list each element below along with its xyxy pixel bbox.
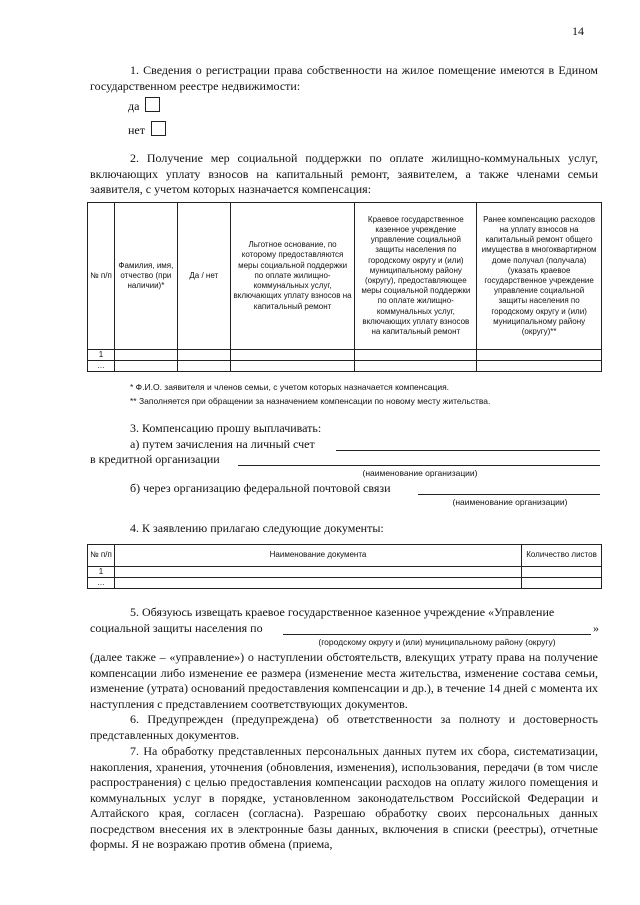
cell[interactable] [522, 578, 602, 589]
cell[interactable] [355, 350, 477, 361]
cell[interactable] [114, 578, 521, 589]
footnote-1: * Ф.И.О. заявителя и членов семьи, с учетом которых назначается компенсация. [130, 382, 450, 392]
col-agency: Краевое государственное казенное учреждение управление социальной защиты населения по городскому округу и (или) муниципальному району (округу), предоставляющее меры социальной поддержки по оплате жилищно-коммунальных услуг, включающих уплату взносов на капитальный ремонт [355, 203, 477, 350]
cell[interactable] [522, 567, 602, 578]
section-3-title: 3. Компенсацию прошу выплачивать: [130, 421, 322, 435]
credit-org-caption: (наименование организации) [362, 468, 478, 478]
benefits-table-header [88, 203, 602, 350]
section-1-text: 1. Сведения о регистрации права собственности на жилое помещение имеются в Едином государственном реестре недвижимости: [90, 63, 598, 93]
section-5-line-2-suffix: » [593, 621, 599, 635]
no-checkbox[interactable] [151, 121, 166, 136]
col-number: № п/п [88, 203, 115, 350]
cell[interactable] [114, 567, 521, 578]
section-6-text: 6. Предупрежден (предупреждена) об ответственности за полноту и достоверность представленных документов. [90, 712, 598, 742]
section-5-body: (далее также – «управление») о наступлении обстоятельств, влекущих утрату права на получение компенсации либо изменение ее размера (изменение места жительства, изменение состава семьи, изменение (утрата) оснований предоставления компенсации и др.), в течение 14 дней с момента их наступления с представлением соответствующих документов. [90, 650, 598, 711]
col-document-name: Наименование документа [114, 545, 521, 567]
table-row [88, 578, 602, 589]
page-number: 14 [572, 24, 584, 38]
table-row [88, 567, 602, 578]
benefits-table [87, 202, 602, 372]
option-no-label: нет [128, 123, 145, 137]
cell[interactable] [355, 361, 477, 372]
credit-org-field[interactable] [238, 465, 600, 466]
section-5-line-2-prefix: социальной защиты населения по [90, 621, 263, 635]
col-basis: Льготное основание, по которому предоставляются меры социальной поддержки по оплате жилищно-коммунальных услуг, включающих уплату взносов на капитальный ремонт [230, 203, 355, 350]
section-2-text: 2. Получение мер социальной поддержки по оплате жилищно-коммунальных услуг, включающих уплату взносов на капитальный ремонт, заявителем, а также членами семьи заявителя, с учетом которых назначается компенсация: [90, 151, 598, 196]
cell[interactable] [114, 361, 177, 372]
documents-table-header [88, 545, 602, 567]
section-5-line-1: 5. Обязуюсь извещать краевое государственное казенное учреждение «Управление [130, 605, 555, 619]
col-sheets: Количество листов [522, 545, 602, 567]
cell[interactable] [230, 361, 355, 372]
col-previous: Ранее компенсацию расходов на уплату взносов на капитальный ремонт общего имущества в многоквартирном доме получал (получала) (указать краевое государственное учреждение управление социальной защиты населения по городскому округу и (или) муниципальному району (округу)** [477, 203, 602, 350]
col-yes-no: Да / нет [177, 203, 230, 350]
post-org-caption: (наименование организации) [452, 497, 568, 507]
col-name: Фамилия, имя, отчество (при наличии)* [114, 203, 177, 350]
col-number: № п/п [88, 545, 115, 567]
footnote-2: ** Заполняется при обращении за назначением компенсации по новому месту жительства. [130, 396, 491, 406]
row-number: … [88, 361, 115, 372]
option-no [128, 121, 166, 139]
row-number: 1 [88, 350, 115, 361]
option-yes-label: да [128, 99, 140, 113]
section-4-title: 4. К заявлению прилагаю следующие документы: [130, 521, 384, 535]
post-org-field[interactable] [418, 494, 600, 495]
option-yes [128, 97, 160, 115]
table-row [88, 361, 602, 372]
option-a-label: а) путем зачисления на личный счет [130, 437, 315, 451]
row-number: … [88, 578, 115, 589]
yes-checkbox[interactable] [145, 97, 160, 112]
district-caption: (городскому округу и (или) муниципальному району (округу) [318, 637, 556, 647]
cell[interactable] [477, 361, 602, 372]
cell[interactable] [114, 350, 177, 361]
cell[interactable] [177, 350, 230, 361]
table-row [88, 350, 602, 361]
cell[interactable] [177, 361, 230, 372]
option-b-label: б) через организацию федеральной почтовой связи [130, 481, 391, 495]
section-7-text: 7. На обработку представленных персональных данных путем их сбора, систематизации, накопления, хранения, уточнения (обновления, изменения), использования, передачи (в том числе распространения) с целью предоставления компенсации расходов на оплату жилого помещения и коммунальных услуг в порядке, установленном законодательством Российской Федерации и Алтайского края, согласен (согласна). Разрешаю обработку своих персональных данных посредством внесения их в электронные базы данных, включения в списки (реестры), отчетные формы. Я не возражаю против обмена (приема, [90, 744, 598, 851]
credit-org-label: в кредитной организации [90, 452, 220, 466]
district-field[interactable] [283, 634, 591, 635]
account-field[interactable] [336, 450, 600, 451]
documents-table [87, 544, 602, 589]
row-number: 1 [88, 567, 115, 578]
cell[interactable] [477, 350, 602, 361]
cell[interactable] [230, 350, 355, 361]
